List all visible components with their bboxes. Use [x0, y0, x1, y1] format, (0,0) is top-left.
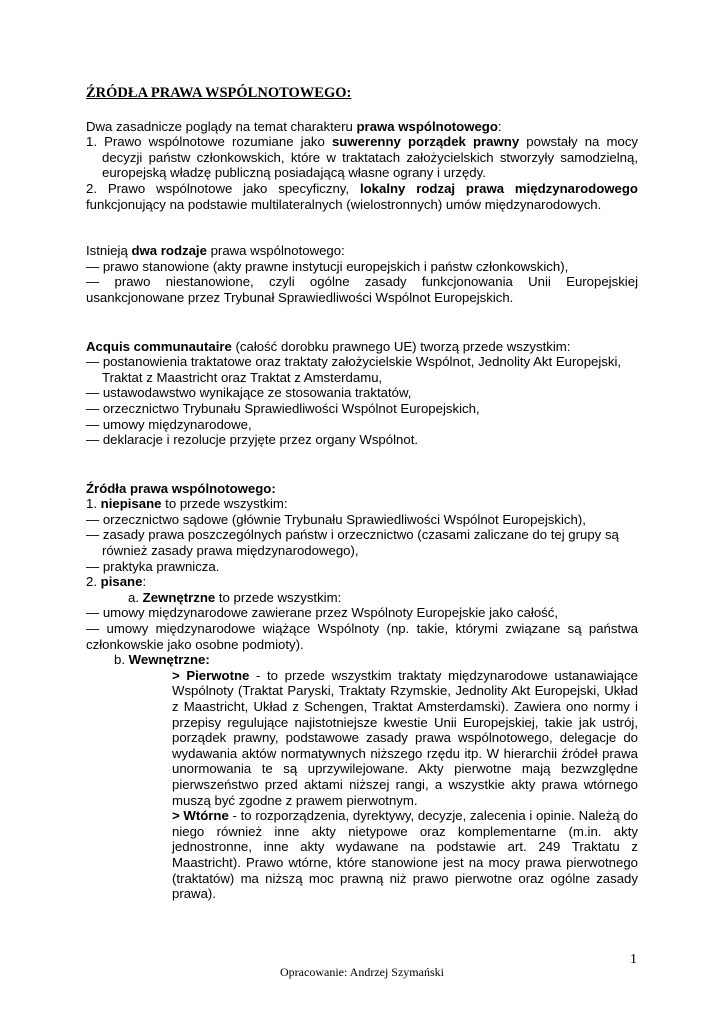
primary-law: > Pierwotne - to przede wszystkim traktaty międzynarodowe ustanawiające Wspólnoty (Traktat Paryski, Traktaty Rzymskie, Jednolity Akt Europejski, Układ z Maastricht, Układ z Schengen, Traktat Amsterdamski). Zawiera ono normy i przepisy regulujące najistotniejsze kwestie Unii Europejskiej, takie jak ustrój, porządek prawny, podstawowe zasady prawa wspólnotowego, delegacje do wydawania aktów normatywnych niższego rzędu itp. W hierarchii źródeł prawa unormowania te są uprzywilejowane. Akty pierwotne mają bezwzględne pierwszeństwo przed aktami niższej rangi, a wszystkie akty prawa wtórnego muszą być zgodne z prawem pierwotnym. [172, 667, 639, 808]
types-intro: Istnieją dwa rodzaje prawa wspólnotowego: [86, 243, 345, 259]
list-item: — praktyka prawnicza. [86, 558, 220, 574]
list-item: — orzecznictwo sądowe (głównie Trybunału Sprawiedliwości Wspólnot Europejskich), [86, 511, 586, 527]
list-item: — postanowienia traktatowe oraz traktaty założycielskie Wspólnot, Jednolity Akt Europejski, Traktat z Maastricht oraz Traktat z Amsterdamu, [86, 354, 622, 385]
section-acquis [86, 339, 638, 448]
sources-heading: Źródła prawa wspólnotowego: [86, 480, 276, 496]
list-item: — ustawodawstwo wynikające ze stosowania traktatów, [86, 385, 412, 401]
list-item: — prawo niestanowione, czyli ogólne zasady funkcjonowania Unii Europejskiej usankcjonowane przez Trybunał Sprawiedliwości Wspólnot Europejskich. [86, 274, 638, 305]
secondary-law: > Wtórne - to rozporządzenia, dyrektywy, decyzje, zalecenia i opinie. Należą do niego również inne akty nietypowe oraz komplementarne (m.in. akty jednostronne, inne akty wydawane na podstawie art. 249 Traktatu z Maastricht). Prawo wtórne, które stanowione jest na mocy prawa pierwotnego (traktatów) ma niższą moc prawną niż prawo pierwotne oraz ogólne zasady prawa). [172, 808, 638, 902]
external-heading: a. Zewnętrzne to przede wszystkim: [128, 589, 342, 605]
list-item: — umowy międzynarodowe zawierane przez Wspólnoty Europejskie jako całość, [86, 605, 559, 621]
acquis-intro: Acquis communautaire (całość dorobku prawnego UE) tworzą przede wszystkim: [86, 338, 571, 354]
section-sources [86, 481, 638, 902]
view-2: 2. Prawo wspólnotowe jako specyficzny, lokalny rodzaj prawa międzynarodowego funkcjonujący na podstawie multilateralnych (wielostronnych) umów międzynarodowych. [86, 180, 638, 212]
page-number: 1 [630, 952, 637, 967]
page-title: ŹRÓDŁA PRAWA WSPÓLNOTOWEGO: [86, 85, 352, 101]
list-item: — umowy międzynarodowe, [86, 416, 252, 432]
list-item: — prawo stanowione (akty prawne instytucji europejskich i państw członkowskich), [86, 258, 569, 274]
view-1: 1. Prawo wspólnotowe rozumiane jako suwerenny porządek prawny powstały na mocy decyzji państw członkowskich, które w traktatach założycielskich stworzyły samodzielną, europejską władzę publiczną posiadającą własne ograny i urzędy. [86, 134, 639, 181]
list-item: — deklaracje i rezolucje przyjęte przez organy Wspólnot. [86, 432, 419, 448]
list-item: — orzecznictwo Trybunału Sprawiedliwości Wspólnot Europejskich, [86, 400, 480, 416]
footer-author: Opracowanie: Andrzej Szymański [280, 965, 444, 979]
internal-heading: b. Wewnętrzne: [114, 652, 210, 668]
section-types [86, 243, 638, 305]
views-intro: Dwa zasadnicze poglądy na temat charakteru prawa wspólnotowego: [86, 118, 502, 134]
written-heading: 2. pisane: [86, 574, 147, 590]
section-views [86, 119, 638, 213]
list-item: — umowy międzynarodowe wiążące Wspólnoty (np. takie, którymi związane są państwa członkowskie jako osobne podmioty). [86, 621, 638, 652]
unwritten-heading: 1. niepisane to przede wszystkim: [86, 496, 288, 512]
list-item: — zasady prawa poszczególnych państw i orzecznictwo (czasami zaliczane do tej grupy są również zasady prawa międzynarodowego), [86, 527, 619, 559]
document-page [86, 86, 638, 902]
